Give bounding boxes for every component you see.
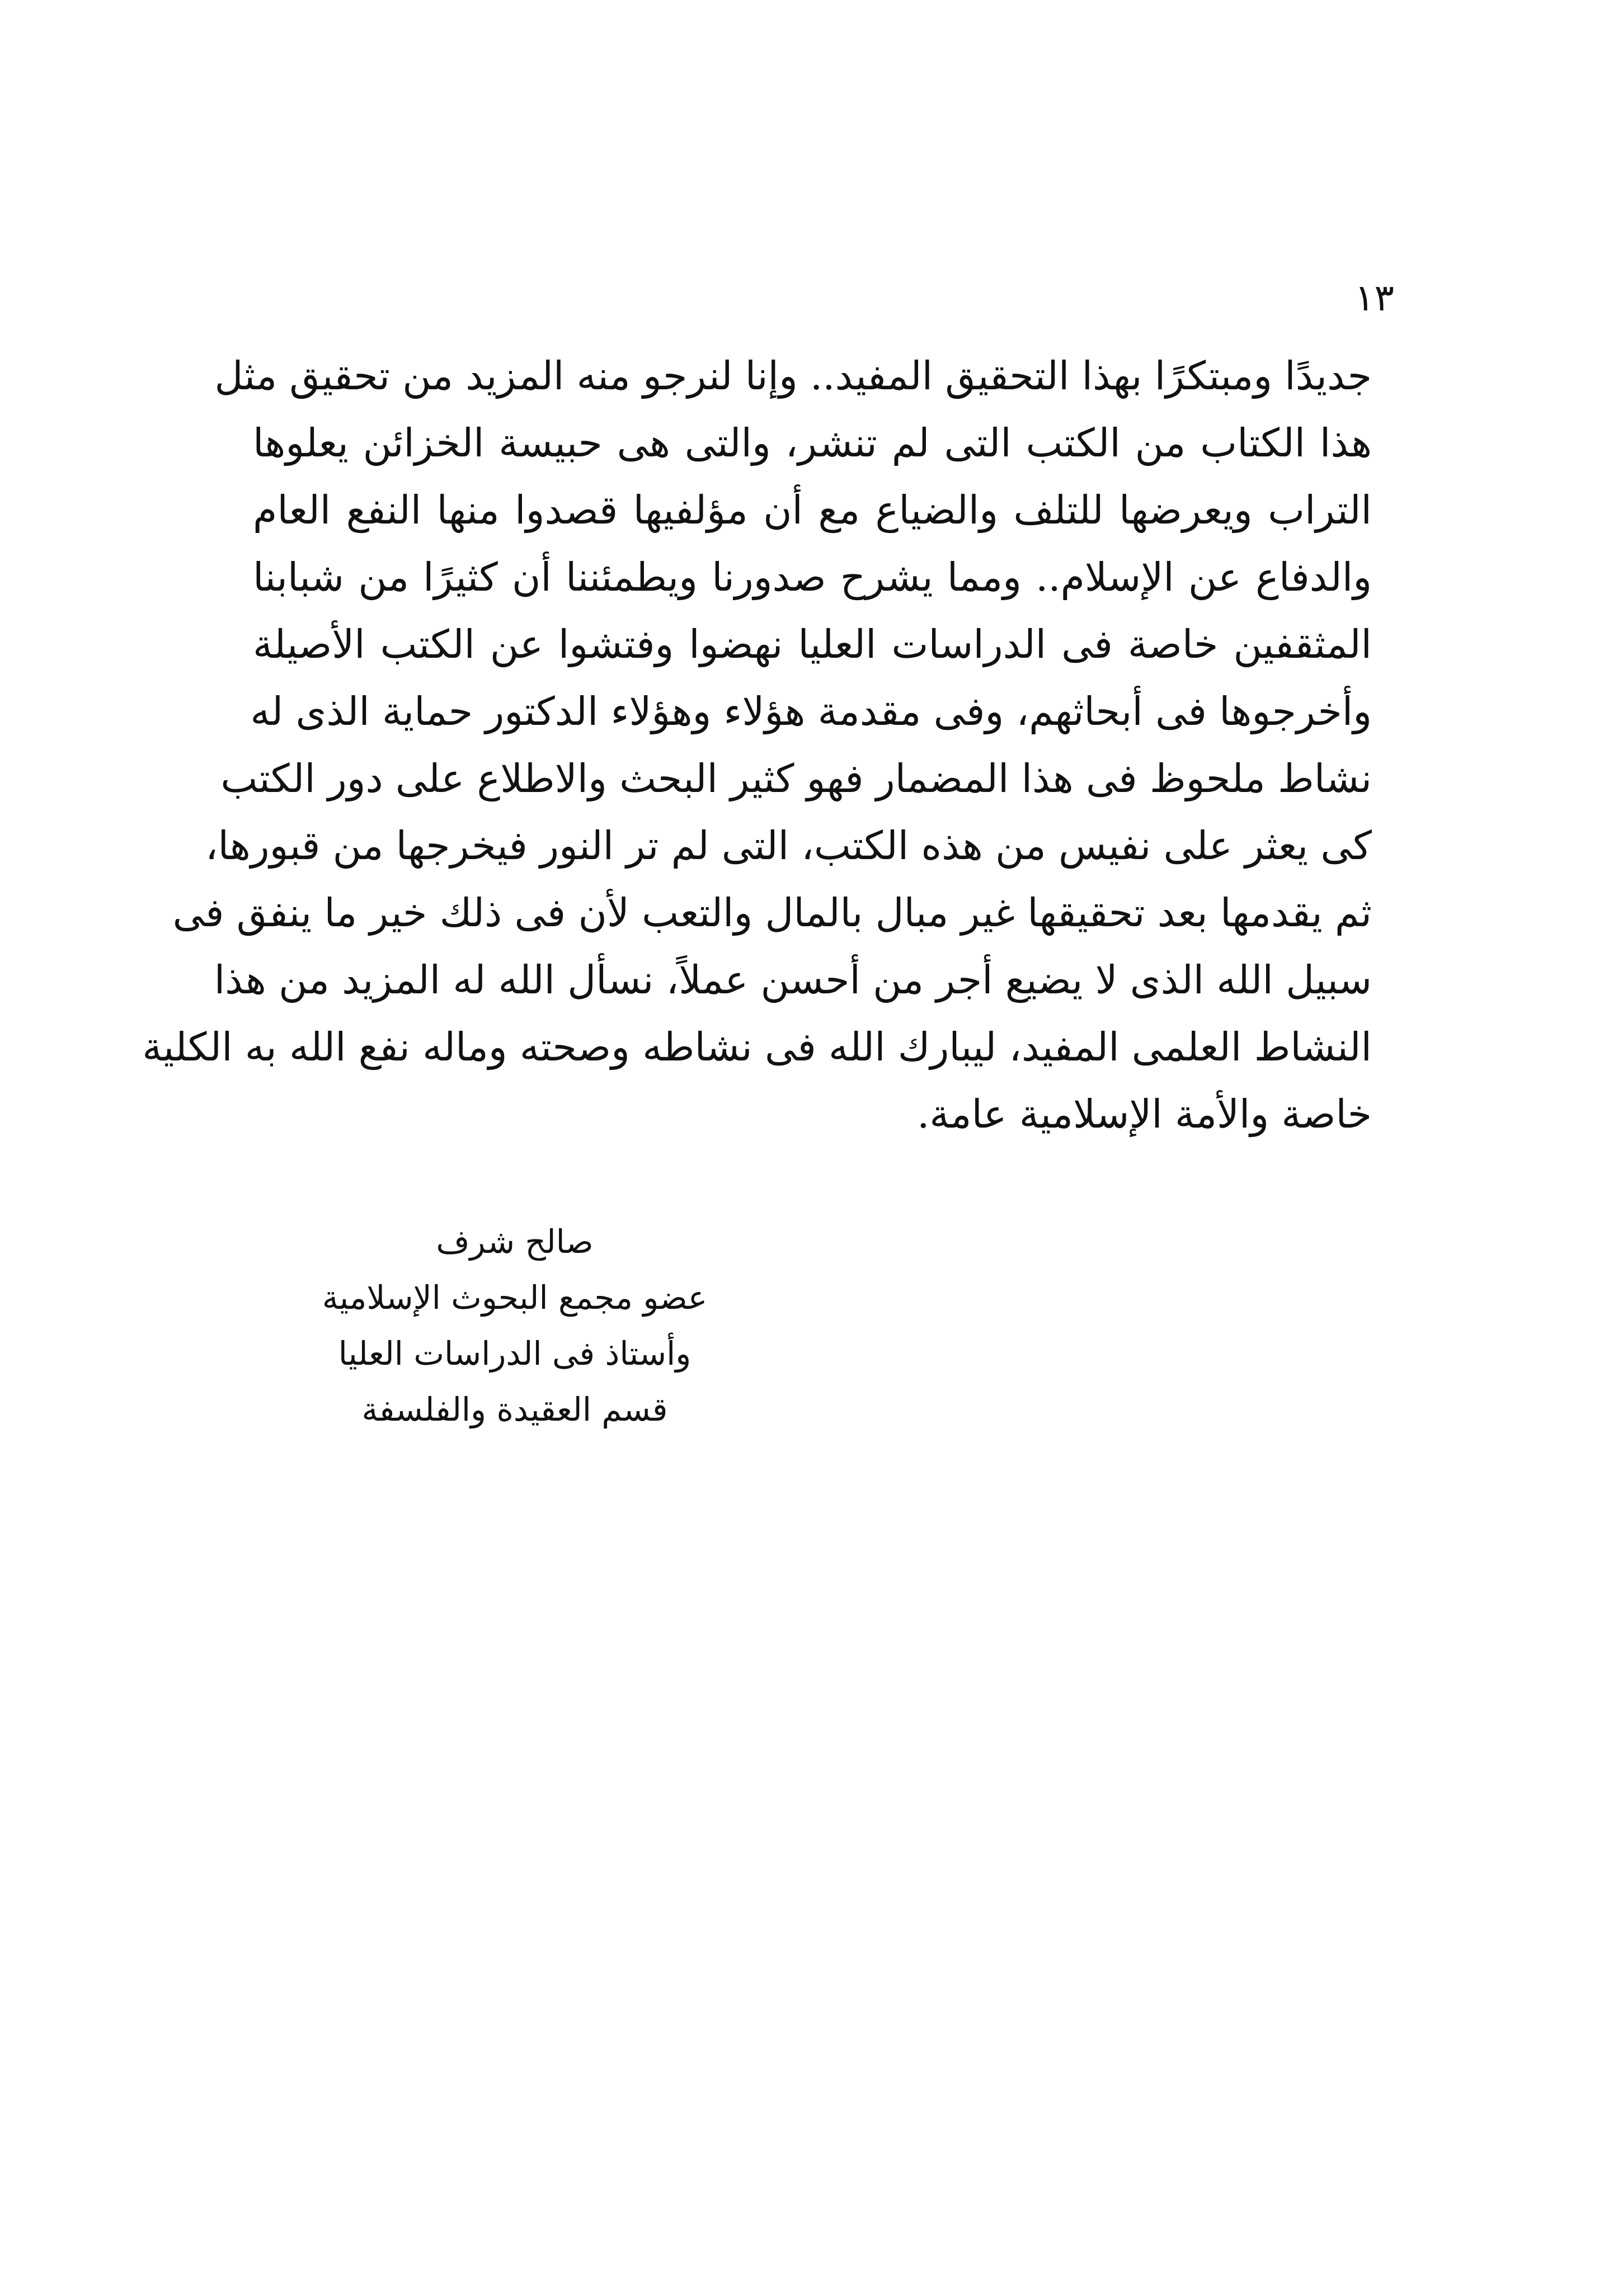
text-line: سبيل الله الذى لا يضيع أجر من أحسن عملاً، نسأل الله له المزيد من هذا xyxy=(214,957,1372,1003)
text-line: ثم يقدمها بعد تحقيقها غير مبال بالمال والتعب لأن فى ذلك خير ما ينفق فى xyxy=(172,890,1372,936)
page-number: ١٣ xyxy=(1354,276,1394,319)
text-line: جديدًا ومبتكرًا بهذا التحقيق المفيد.. وإنا لنرجو منه المزيد من تحقيق مثل xyxy=(214,353,1372,399)
text-line: التراب ويعرضها للتلف والضياع مع أن مؤلفيها قصدوا منها النفع العام xyxy=(253,487,1372,533)
signature-block xyxy=(269,1214,761,1437)
text-line: كى يعثر على نفيس من هذه الكتب، التى لم تر النور فيخرجها من قبورها، xyxy=(205,823,1372,869)
text-line: النشاط العلمى المفيد، ليبارك الله فى نشاطه وصحته وماله نفع الله به الكلية xyxy=(142,1024,1372,1070)
text-line: نشاط ملحوظ فى هذا المضمار فهو كثير البحث والاطلاع على دور الكتب xyxy=(220,756,1372,802)
signature-name: صالح شرف xyxy=(436,1223,594,1261)
text-line: المثقفين خاصة فى الدراسات العليا نهضوا وفتشوا عن الكتب الأصيلة xyxy=(253,621,1372,667)
text-line: هذا الكتاب من الكتب التى لم تنشر، والتى هى حبيسة الخزائن يعلوها xyxy=(253,420,1372,466)
text-line-last: خاصة والأمة الإسلامية عامة. xyxy=(917,1091,1372,1137)
text-line: والدفاع عن الإسلام.. ومما يشرح صدورنا ويطمئننا أن كثيرًا من شبابنا xyxy=(253,554,1372,600)
signature-department: قسم العقيدة والفلسفة xyxy=(361,1390,668,1428)
signature-title: وأستاذ فى الدراسات العليا xyxy=(338,1335,692,1373)
text-line: وأخرجوها فى أبحاثهم، وفى مقدمة هؤلاء وهؤلاء الدكتور حماية الذى له xyxy=(250,689,1372,734)
body-paragraph xyxy=(142,342,1372,1148)
signature-title: عضو مجمع البحوث الإسلامية xyxy=(322,1279,708,1317)
